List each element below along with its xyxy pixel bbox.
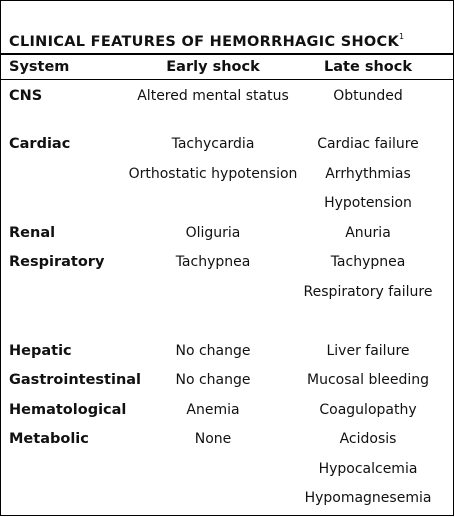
cell-late-cardiac-2: Arrhythmias <box>325 166 411 182</box>
cell-late-respiratory-2: Respiratory failure <box>303 284 433 300</box>
cell-late-hematological-1: Coagulopathy <box>319 402 417 418</box>
title-footnote-marker: 1 <box>399 32 405 41</box>
cell-late-metabolic-1: Acidosis <box>339 431 397 447</box>
cell-late-cardiac-3: Hypotension <box>324 195 412 211</box>
row-system-hepatic: Hepatic <box>9 343 72 359</box>
table-title-text: CLINICAL FEATURES OF HEMORRHAGIC SHOCK <box>9 33 400 50</box>
cell-early-cardiac-1: Tachycardia <box>171 136 255 152</box>
cell-early-hematological-1: Anemia <box>186 402 240 418</box>
title-divider <box>1 53 453 55</box>
cell-late-gastrointestinal-1: Mucosal bleeding <box>307 372 429 388</box>
cell-early-cns-1: Altered mental status <box>137 88 289 104</box>
cell-late-hepatic-1: Liver failure <box>326 343 410 359</box>
row-system-metabolic: Metabolic <box>9 431 89 447</box>
column-header-late-shock: Late shock <box>324 59 412 75</box>
row-system-respiratory: Respiratory <box>9 254 105 270</box>
table-title <box>9 33 404 50</box>
cell-late-respiratory-1: Tachypnea <box>330 254 406 270</box>
cell-early-respiratory-1: Tachypnea <box>175 254 251 270</box>
row-system-renal: Renal <box>9 225 56 241</box>
cell-early-metabolic-1: None <box>194 431 232 447</box>
cell-early-cardiac-2: Orthostatic hypotension <box>128 166 298 182</box>
cell-late-renal-1: Anuria <box>345 225 391 241</box>
header-divider <box>1 79 453 80</box>
row-system-cns: CNS <box>9 88 43 104</box>
row-system-cardiac: Cardiac <box>9 136 71 152</box>
cell-late-cns-1: Obtunded <box>333 88 403 104</box>
cell-late-metabolic-3: Hypomagnesemia <box>304 490 432 506</box>
cell-early-renal-1: Oliguria <box>185 225 241 241</box>
row-system-hematological: Hematological <box>9 402 127 418</box>
row-system-gastrointestinal: Gastrointestinal <box>9 372 142 388</box>
cell-early-gastrointestinal-1: No change <box>175 372 251 388</box>
cell-late-cardiac-1: Cardiac failure <box>317 136 419 152</box>
cell-early-hepatic-1: No change <box>175 343 251 359</box>
column-header-system: System <box>9 59 70 75</box>
cell-late-metabolic-2: Hypocalcemia <box>318 461 418 477</box>
column-header-early-shock: Early shock <box>166 59 260 75</box>
